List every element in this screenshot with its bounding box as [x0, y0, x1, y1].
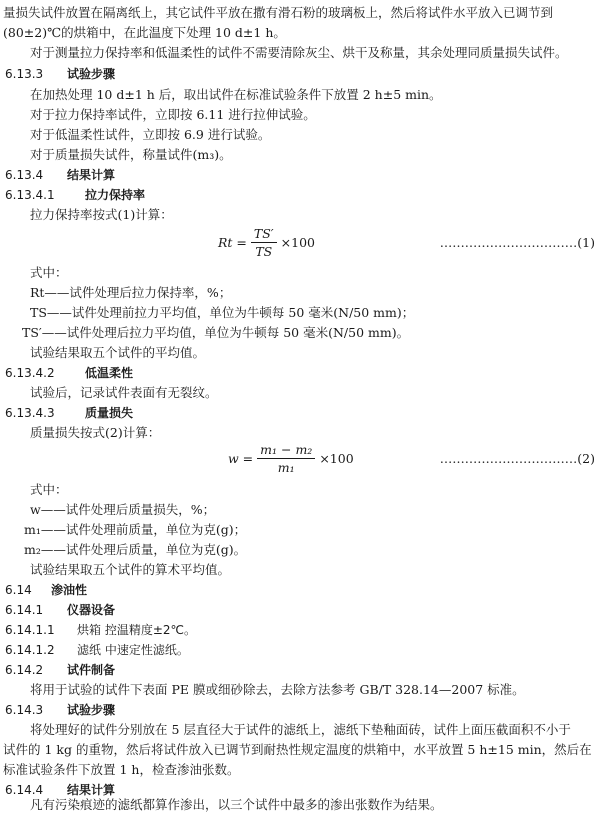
paragraph-line: 对于拉力保持率试件，立即按 6.11 进行拉伸试验。	[30, 107, 316, 122]
paragraph-line: 量损失试件放置在隔离纸上，其它试件平放在撒有滑石粉的玻璃板上，然后将试件水平放入已调节到	[3, 5, 554, 20]
section-number: 6.13.4.1	[5, 188, 55, 202]
section-title: 渗油性	[51, 583, 88, 597]
equation-number-1: ……………………………(1)	[439, 235, 595, 250]
section-heading-6-14-1-2	[5, 641, 600, 659]
equation-2	[228, 442, 354, 475]
section-title: 烘箱 控温精度±2℃。	[77, 623, 196, 637]
section-title: 滤纸 中速定性滤纸。	[77, 643, 189, 657]
section-number: 6.14.1.2	[5, 643, 55, 657]
section-heading-6-14-1	[5, 601, 600, 619]
symbol-definition: TS′——试件处理后拉力平均值，单位为牛顿每 50 毫米(N/50 mm)。	[22, 325, 410, 340]
fraction-denominator: TS	[255, 244, 273, 259]
paragraph-line: 将处理好的试件分别放在 5 层直径大于试件的滤纸上，滤纸下垫釉面砖，试件上面压截面积不小于	[30, 722, 571, 737]
section-number: 6.14.1	[5, 603, 44, 617]
symbol-definition: w——试件处理后质量损失，%；	[30, 502, 216, 517]
section-title: 仪器设备	[67, 603, 116, 617]
section-title: 低温柔性	[85, 366, 134, 380]
section-number: 6.14.2	[5, 663, 44, 677]
section-number: 6.14.4	[5, 783, 44, 797]
symbol-definition: m₂——试件处理后质量，单位为克(g)。	[24, 542, 247, 557]
equation-tail: ×100	[280, 234, 315, 250]
section-title: 试验步骤	[67, 67, 116, 81]
equation-lhs: w =	[228, 450, 254, 466]
section-title: 试验步骤	[67, 703, 116, 717]
section-heading-6-14-1-1	[5, 621, 600, 639]
symbol-definition: Rt——试件处理后拉力保持率，%；	[30, 285, 232, 300]
paragraph-line: 对于低温柔性试件，立即按 6.9 进行试验。	[30, 127, 271, 142]
section-title: 试件制备	[67, 663, 116, 677]
paragraph-line: 试件的 1 kg 的重物，然后将试件放入已调节到耐热性规定温度的烘箱中，水平放置 5 h±15 min，然后在	[3, 742, 592, 757]
equation-tail: ×100	[319, 450, 354, 466]
equation-number-2: ……………………………(2)	[439, 451, 595, 466]
section-number: 6.13.4.3	[5, 406, 55, 420]
section-number: 6.13.3	[5, 67, 44, 81]
paragraph-line: 对于测量拉力保持率和低温柔性的试件不需要清除灰尘、烘干及称量，其余处理同质量损失试件。	[30, 45, 568, 60]
section-heading-6-13-4-1	[5, 186, 600, 204]
paragraph-line: 试验结果取五个试件的平均值。	[30, 345, 206, 360]
fraction-numerator: m₁ − m₂	[257, 442, 315, 459]
section-title: 质量损失	[85, 406, 134, 420]
paragraph-line: 式中：	[30, 482, 68, 497]
section-heading-6-14-2	[5, 661, 600, 679]
section-title: 结果计算	[67, 783, 116, 797]
paragraph-line: 在加热处理 10 d±1 h 后，取出试件在标准试验条件下放置 2 h±5 min。	[30, 87, 442, 102]
section-heading-6-14	[5, 581, 600, 599]
paragraph-line: 对于质量损失试件，称量试件(m₃)。	[30, 147, 232, 162]
section-number: 6.14.1.1	[5, 623, 55, 637]
section-number: 6.14	[5, 583, 32, 597]
paragraph-line: 凡有污染痕迹的滤纸都算作渗出，以三个试件中最多的渗出张数作为结果。	[30, 797, 443, 812]
equation-1	[218, 226, 315, 259]
section-number: 6.14.3	[5, 703, 44, 717]
symbol-definition: m₁——试件处理前质量，单位为克(g)；	[24, 522, 247, 537]
paragraph-line: 标准试验条件下放置 1 h，检查渗油张数。	[3, 762, 240, 777]
section-heading-6-14-3	[5, 701, 600, 719]
paragraph-line: 将用于试验的试件下表面 PE 膜或细砂除去，去除方法参考 GB/T 328.14—2007 标准。	[30, 682, 525, 697]
section-title: 结果计算	[67, 168, 116, 182]
equation-fraction	[251, 226, 277, 259]
section-heading-6-13-4	[5, 166, 600, 184]
paragraph-line: 试验后，记录试件表面有无裂纹。	[30, 385, 218, 400]
equation-fraction	[257, 442, 315, 475]
section-heading-6-13-3	[5, 65, 600, 83]
symbol-definition: TS——试件处理前拉力平均值，单位为牛顿每 50 毫米(N/50 mm)；	[30, 305, 415, 320]
section-heading-6-13-4-3	[5, 404, 600, 422]
fraction-denominator: m₁	[277, 460, 295, 475]
fraction-numerator: TS′	[251, 226, 277, 243]
paragraph-line: (80±2)℃的烘箱中，在此温度下处理 10 d±1 h。	[3, 25, 286, 40]
paragraph-line: 式中：	[30, 265, 68, 280]
paragraph-line: 拉力保持率按式(1)计算：	[30, 207, 173, 222]
section-title: 拉力保持率	[85, 188, 146, 202]
section-heading-6-13-4-2	[5, 364, 600, 382]
paragraph-line: 试验结果取五个试件的算术平均值。	[30, 562, 231, 577]
equation-lhs: Rt =	[218, 234, 247, 250]
paragraph-line: 质量损失按式(2)计算：	[30, 425, 161, 440]
section-number: 6.13.4.2	[5, 366, 55, 380]
section-number: 6.13.4	[5, 168, 44, 182]
